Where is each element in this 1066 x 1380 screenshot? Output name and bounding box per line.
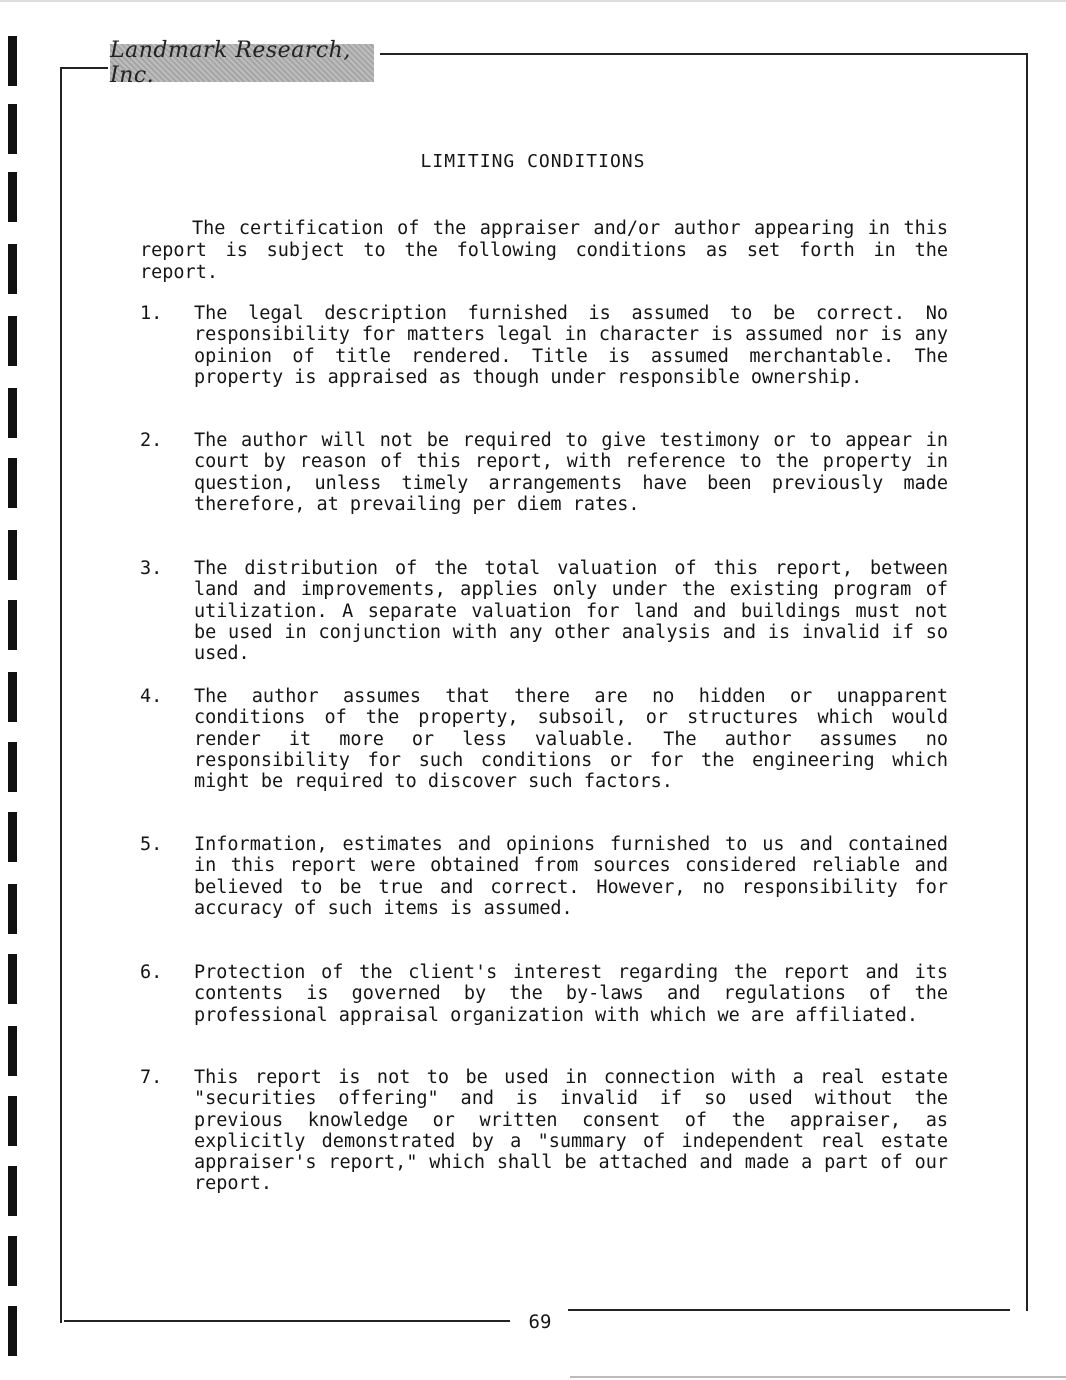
binding-mark [8,104,17,154]
company-logo [110,38,374,88]
condition-number: 7. [140,1067,163,1088]
binding-mark [8,742,17,792]
binding-mark [8,600,17,650]
scan-line [570,1376,1066,1378]
binding-mark [8,1026,17,1076]
binding-mark [8,244,17,294]
condition-item [140,686,948,792]
condition-item [140,430,948,515]
condition-text: This report is not to be used in connection with a real estate "securities offering" and is invalid if so used without the previous knowledge or written consent of the appraiser, as explicitly demonstrated by a "summary of independent real estate appraiser's report," which shall be attached and made a part of our report. [194,1067,948,1195]
condition-number: 6. [140,962,163,983]
condition-number: 3. [140,558,163,579]
binding-mark [8,884,17,934]
condition-item [140,1067,948,1195]
condition-item [140,303,948,388]
frame-line [60,67,62,1323]
binding-mark [8,672,17,722]
binding-mark [8,1166,17,1216]
frame-line [64,1320,510,1322]
frame-line [568,1309,1010,1311]
binding-mark [8,36,17,86]
binding-mark [8,954,17,1004]
frame-line [60,67,108,69]
binding-mark [8,1306,17,1356]
condition-item [140,962,948,1026]
condition-number: 1. [140,303,163,324]
condition-item [140,558,948,664]
binding-mark [8,812,17,862]
frame-line [1026,53,1028,1311]
condition-number: 5. [140,834,163,855]
page-number: 69 [528,1311,552,1333]
binding-mark [8,316,17,366]
binding-mark [8,388,17,438]
condition-number: 4. [140,686,163,707]
condition-text: Protection of the client's interest regarding the report and its contents is governed by the by-laws and regulations of the professional appraisal organization with which we are affiliated. [194,962,948,1026]
page-title: LIMITING CONDITIONS [420,151,646,172]
binding-mark [8,530,17,580]
intro-paragraph: The certification of the appraiser and/or author appearing in this report is subject to the following conditions as set forth in the report. [140,218,948,283]
condition-text: The author assumes that there are no hidden or unapparent conditions of the property, subsoil, or structures which would render it more or less valuable. The author assumes no responsibility for such conditions or for the engineering which might be required to discover such factors. [194,686,948,793]
condition-text: The author will not be required to give testimony or to appear in court by reason of this report, with reference to the property in question, unless timely arrangements have been previously made therefore, at prevailing per diem rates. [194,430,948,515]
condition-text: The distribution of the total valuation of this report, between land and improvements, applies only under the existing program of utilization. A separate valuation for land and buildings must not be used in conjunction with any other analysis and is invalid if so used. [194,558,948,665]
binding-mark [8,458,17,508]
binding-mark [8,1096,17,1146]
condition-number: 2. [140,430,163,451]
frame-line [380,53,1028,55]
scan-line [0,0,1066,2]
binding-mark [8,172,17,222]
binding-mark [8,1236,17,1286]
condition-item [140,834,948,919]
logo-text: Landmark Research, Inc. [110,38,351,88]
condition-text: The legal description furnished is assumed to be correct. No responsibility for matters legal in character is assumed nor is any opinion of title rendered. Title is assumed merchantable. The property is appraised as though under responsible ownership. [194,303,948,388]
condition-text: Information, estimates and opinions furnished to us and contained in this report were obtained from sources considered reliable and believed to be true and correct. However, no responsibility for accuracy of such items is assumed. [194,834,948,919]
